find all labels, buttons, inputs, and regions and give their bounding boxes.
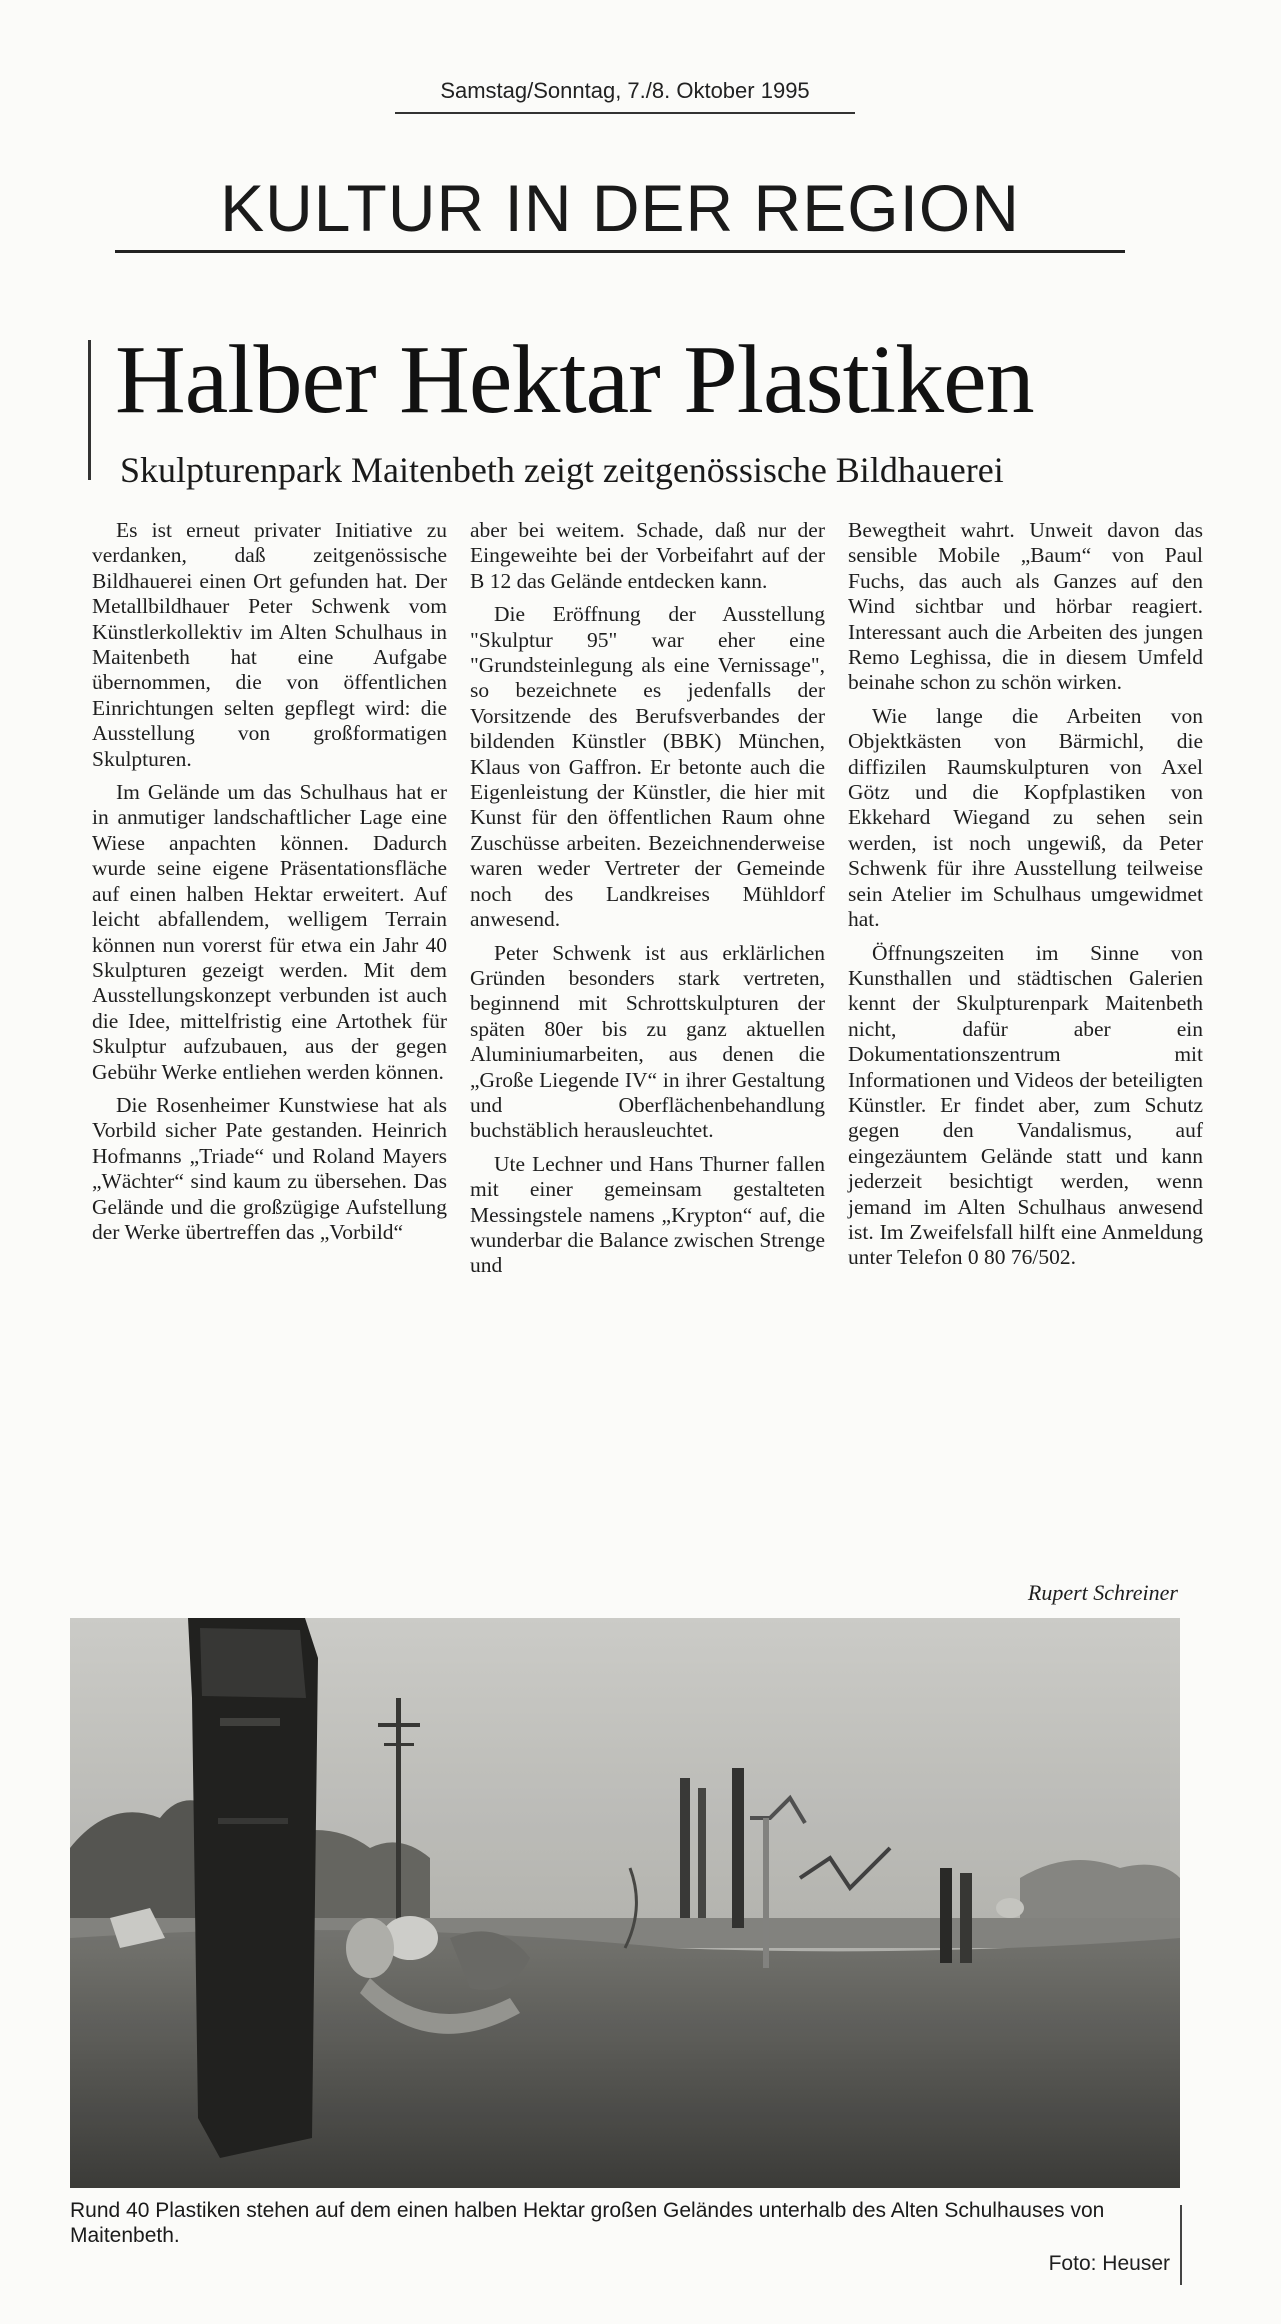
paragraph: Bewegtheit wahrt. Unweit davon das sensible Mobile „Baum“ von Paul Fuchs, das auch als Ganzes auf den Wind sichtbar und hörbar reagiert. Interessant auch die Arbeiten des jungen Remo Leghissa, die in diesem Umfeld beinahe schon zu schön wirken.: [848, 518, 1203, 695]
headline-margin-bar: [88, 340, 91, 480]
dateline: Samstag/Sonntag, 7./8. Oktober 1995: [440, 78, 810, 103]
paragraph: Öffnungszeiten im Sinne von Kunsthallen und städtischen Galerien kennt der Skulpturenpark Maitenbeth nicht, dafür aber ein Dokumentationszentrum mit Informationen und Videos der beteiligten Künstler. Er findet aber, zum Schutz gegen den Vandalismus, auf eingezäuntem Gelände statt und kann jederzeit besichtigt werden, wenn jemand im Alten Schulhaus anwesend ist. Im Zweifelsfall hilft eine Anmeldung unter Telefon 0 80 76/502.: [848, 940, 1203, 1270]
paragraph: aber bei weitem. Schade, daß nur der Eingeweihte bei der Vorbeifahrt auf der B 12 das Gelände entdecken kann.: [470, 518, 825, 593]
article-column-3: [848, 518, 1203, 1279]
section-rule: [115, 250, 1125, 253]
author-byline: Rupert Schreiner: [1027, 1580, 1178, 1605]
paragraph: Wie lange die Arbeiten von Objektkästen von Bärmichl, die diffizilen Raumskulpturen von Axel Götz und die Kopfplastiken von Ekkehard Wiegand zu sehen sein werden, ist noch ungewiß, da Peter Schwenk für ihre Ausstellung teilweise sein Atelier im Schulhaus umgewidmet hat.: [848, 703, 1203, 932]
dateline-rule: [395, 112, 855, 114]
paragraph: Die Eröffnung der Ausstellung "Skulptur 95" war eher eine "Grundsteinlegung als eine Vernissage", so bezeichnete es jedenfalls der Vorsitzende des Berufsverbandes der bildenden Künstler (BBK) München, Klaus von Gaffron. Er betonte auch die Eigenleistung der Künstler, die hier mit Kunst für den öffentlichen Raum ohne Zuschüsse arbeiten. Bezeichnenderweise waren weder Vertreter der Gemeinde noch des Landkreises Mühldorf anwesend.: [470, 602, 825, 932]
article-column-1: [92, 518, 447, 1253]
section-title: KULTUR IN DER REGION: [220, 171, 1020, 245]
headline: Halber Hektar Plastiken: [115, 326, 1034, 434]
paragraph: Es ist erneut privater Initiative zu verdanken, daß zeitgenössische Bildhauerei einen Ort gefunden hat. Der Metallbildhauer Peter Schwenk vom Künstlerkollektiv im Alten Schulhaus in Maitenbeth hat eine Aufgabe übernommen, die von öffentlichen Einrichtungen selten gepflegt wird: die Ausstellung von großformatigen Skulpturen.: [92, 518, 447, 771]
paragraph: Im Gelände um das Schulhaus hat er in anmutiger landschaftlicher Lage eine Wiese anpachten können. Dadurch wurde seine eigene Präsentationsfläche auf einen halben Hektar erweitert. Auf leicht abfallendem, welligem Terrain können nun vorerst für etwa ein Jahr 40 Skulpturen gezeigt werden. Mit dem Ausstellungskonzept verbunden ist auch die Idee, mittelfristig eine Artothek für Skulptur aufzubauen, aus der gegen Gebühr Werke entliehen werden können.: [92, 780, 447, 1084]
paragraph: Ute Lechner und Hans Thurner fallen mit einer gemeinsam gestalteten Messingstele namens „Krypton“ auf, die wunderbar die Balance zwischen Strenge und: [470, 1151, 825, 1278]
paragraph: Die Rosenheimer Kunstwiese hat als Vorbild sicher Pate gestanden. Heinrich Hofmanns „Triade“ und Roland Mayers „Wächter“ sind kaum zu übersehen. Das Gelände und die großzügige Aufstellung der Werke übertreffen das „Vorbild“: [92, 1092, 447, 1244]
photo-credit: Foto: Heuser: [1048, 2252, 1170, 2275]
photo-caption: Rund 40 Plastiken stehen auf dem einen halben Hektar großen Geländes unterhalb des Alten Schulhauses von Maitenbeth.: [70, 2199, 1105, 2247]
caption-margin-bar: [1180, 2205, 1182, 2285]
subheadline: Skulpturenpark Maitenbeth zeigt zeitgenössische Bildhauerei: [120, 450, 1004, 490]
sculpture-park-photo: [70, 1618, 1180, 2188]
article-column-2: [470, 518, 825, 1287]
paragraph: Peter Schwenk ist aus erklärlichen Gründen besonders stark vertreten, beginnend mit Schrottskulpturen der späten 80er bis zu ganz aktuellen Aluminiumarbeiten, aus denen die „Große Liegende IV“ in ihrer Gestaltung und Oberflächenbehandlung buchstäblich herausleuchtet.: [470, 940, 825, 1143]
